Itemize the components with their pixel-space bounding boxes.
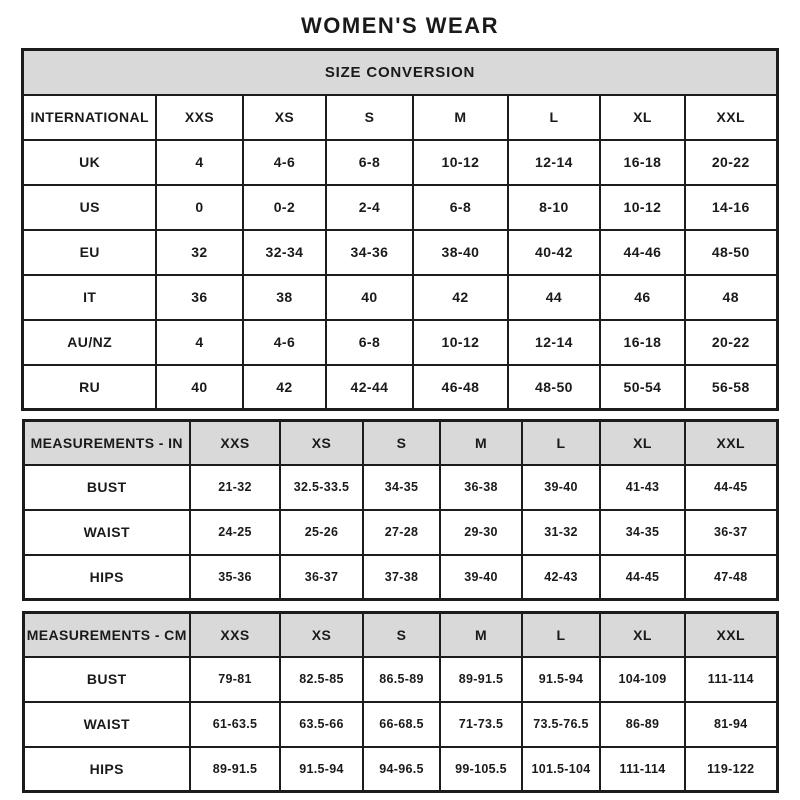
row-label-international: INTERNATIONAL <box>23 95 156 140</box>
row-label-uk: UK <box>23 140 156 185</box>
table-cell: 4-6 <box>243 320 326 365</box>
table-cell: 36 <box>156 275 243 320</box>
table-cell: 27-28 <box>363 510 440 555</box>
size-header-cell: XXS <box>156 95 243 140</box>
row-label-ru: RU <box>23 365 156 410</box>
table-cell: 48-50 <box>685 230 777 275</box>
table-cell: 99-105.5 <box>440 747 522 792</box>
table-cell: 10-12 <box>413 320 508 365</box>
table-cell: 50-54 <box>600 365 685 410</box>
table-cell: 48-50 <box>508 365 600 410</box>
size-header-cell: XS <box>243 95 326 140</box>
table-cell: 42-43 <box>522 555 600 600</box>
table-cell: 89-91.5 <box>190 747 280 792</box>
table-cell: 20-22 <box>685 320 777 365</box>
row-label-waist: WAIST <box>23 510 190 555</box>
table-row-header <box>23 421 777 465</box>
measurements-in-header: MEASUREMENTS - IN <box>23 421 190 465</box>
table-cell: 46-48 <box>413 365 508 410</box>
size-header-cell: XXS <box>190 613 280 657</box>
size-header-cell: XS <box>280 421 363 465</box>
size-header-cell: L <box>522 613 600 657</box>
size-header-cell: XXL <box>685 613 777 657</box>
table-cell: 40 <box>326 275 413 320</box>
row-label-hips: HIPS <box>23 555 190 600</box>
table-cell: 34-35 <box>600 510 685 555</box>
table-cell: 40-42 <box>508 230 600 275</box>
table-row-uk <box>23 140 777 185</box>
size-header-cell: XL <box>600 613 685 657</box>
table-cell: 42 <box>243 365 326 410</box>
table-cell: 21-32 <box>190 465 280 510</box>
size-header-cell: M <box>440 421 522 465</box>
table-cell: 31-32 <box>522 510 600 555</box>
table-cell: 4 <box>156 320 243 365</box>
table-row-it <box>23 275 777 320</box>
table-cell: 104-109 <box>600 657 685 702</box>
table-row-hips-in <box>23 555 777 600</box>
table-cell: 8-10 <box>508 185 600 230</box>
row-label-it: IT <box>23 275 156 320</box>
measurements-in-table <box>22 419 779 601</box>
table-row-us <box>23 185 777 230</box>
table-row-header <box>23 613 777 657</box>
table-cell: 89-91.5 <box>440 657 522 702</box>
table-cell: 29-30 <box>440 510 522 555</box>
spacer <box>0 601 800 611</box>
table-cell: 101.5-104 <box>522 747 600 792</box>
table-cell: 16-18 <box>600 320 685 365</box>
size-header-cell: S <box>363 421 440 465</box>
size-header-cell: XS <box>280 613 363 657</box>
table-cell: 46 <box>600 275 685 320</box>
table-cell: 86-89 <box>600 702 685 747</box>
table-cell: 38-40 <box>413 230 508 275</box>
table-cell: 36-37 <box>280 555 363 600</box>
size-header-cell: L <box>522 421 600 465</box>
table-cell: 4-6 <box>243 140 326 185</box>
table-row-aunz <box>23 320 777 365</box>
row-label-us: US <box>23 185 156 230</box>
table-cell: 41-43 <box>600 465 685 510</box>
row-label-eu: EU <box>23 230 156 275</box>
table-cell: 36-37 <box>685 510 777 555</box>
table-cell: 66-68.5 <box>363 702 440 747</box>
row-label-bust: BUST <box>23 465 190 510</box>
table-cell: 20-22 <box>685 140 777 185</box>
table-cell: 111-114 <box>600 747 685 792</box>
table-cell: 82.5-85 <box>280 657 363 702</box>
table-cell: 25-26 <box>280 510 363 555</box>
size-header-cell: XL <box>600 95 685 140</box>
table-cell: 44-45 <box>685 465 777 510</box>
table-cell: 12-14 <box>508 140 600 185</box>
table-cell: 6-8 <box>413 185 508 230</box>
table-cell: 2-4 <box>326 185 413 230</box>
size-header-cell: M <box>440 613 522 657</box>
row-label-hips: HIPS <box>23 747 190 792</box>
table-cell: 35-36 <box>190 555 280 600</box>
table-cell: 4 <box>156 140 243 185</box>
table-cell: 86.5-89 <box>363 657 440 702</box>
table-cell: 34-35 <box>363 465 440 510</box>
table-cell: 48 <box>685 275 777 320</box>
table-cell: 0-2 <box>243 185 326 230</box>
table-cell: 6-8 <box>326 320 413 365</box>
table-cell: 94-96.5 <box>363 747 440 792</box>
table-cell: 91.5-94 <box>522 657 600 702</box>
spacer <box>0 411 800 419</box>
table-cell: 44 <box>508 275 600 320</box>
measurements-cm-table <box>22 611 779 793</box>
table-cell: 24-25 <box>190 510 280 555</box>
table-cell: 10-12 <box>600 185 685 230</box>
table-cell: 56-58 <box>685 365 777 410</box>
table-cell: 6-8 <box>326 140 413 185</box>
size-header-cell: S <box>363 613 440 657</box>
size-header-cell: L <box>508 95 600 140</box>
size-header-cell: S <box>326 95 413 140</box>
table-cell: 119-122 <box>685 747 777 792</box>
table-cell: 73.5-76.5 <box>522 702 600 747</box>
table-row-waist-cm <box>23 702 777 747</box>
table-cell: 37-38 <box>363 555 440 600</box>
size-header-cell: XL <box>600 421 685 465</box>
table-cell: 42-44 <box>326 365 413 410</box>
table-row-ru <box>23 365 777 410</box>
table-cell: 39-40 <box>440 555 522 600</box>
table-cell: 40 <box>156 365 243 410</box>
table-row-hips-cm <box>23 747 777 792</box>
table-cell: 39-40 <box>522 465 600 510</box>
table-cell: 16-18 <box>600 140 685 185</box>
table-row-eu <box>23 230 777 275</box>
size-header-cell: XXL <box>685 421 777 465</box>
table-cell: 36-38 <box>440 465 522 510</box>
table-cell: 34-36 <box>326 230 413 275</box>
size-header-cell: XXS <box>190 421 280 465</box>
size-conversion-table <box>21 48 778 411</box>
table-cell: 71-73.5 <box>440 702 522 747</box>
table-cell: 38 <box>243 275 326 320</box>
table-cell: 32 <box>156 230 243 275</box>
size-header-cell: XXL <box>685 95 777 140</box>
row-label-waist: WAIST <box>23 702 190 747</box>
table-row-bust-cm <box>23 657 777 702</box>
table-row-waist-in <box>23 510 777 555</box>
table-cell: 32.5-33.5 <box>280 465 363 510</box>
table-cell: 111-114 <box>685 657 777 702</box>
page-title: WOMEN'S WEAR <box>301 13 499 38</box>
table-cell: 12-14 <box>508 320 600 365</box>
table-cell: 32-34 <box>243 230 326 275</box>
table-cell: 79-81 <box>190 657 280 702</box>
row-label-bust: BUST <box>23 657 190 702</box>
size-header-cell: M <box>413 95 508 140</box>
table-cell: 91.5-94 <box>280 747 363 792</box>
table-cell: 63.5-66 <box>280 702 363 747</box>
table-cell: 81-94 <box>685 702 777 747</box>
table-cell: 47-48 <box>685 555 777 600</box>
measurements-cm-header: MEASUREMENTS - CM <box>23 613 190 657</box>
table-cell: 61-63.5 <box>190 702 280 747</box>
table-cell: 14-16 <box>685 185 777 230</box>
table-cell: 10-12 <box>413 140 508 185</box>
table-cell: 42 <box>413 275 508 320</box>
table-row-bust-in <box>23 465 777 510</box>
table-row-international <box>23 95 777 140</box>
row-label-aunz: AU/NZ <box>23 320 156 365</box>
table-row <box>23 50 777 95</box>
table-cell: 44-45 <box>600 555 685 600</box>
table-cell: 44-46 <box>600 230 685 275</box>
size-conversion-header: SIZE CONVERSION <box>23 50 777 95</box>
table-cell: 0 <box>156 185 243 230</box>
